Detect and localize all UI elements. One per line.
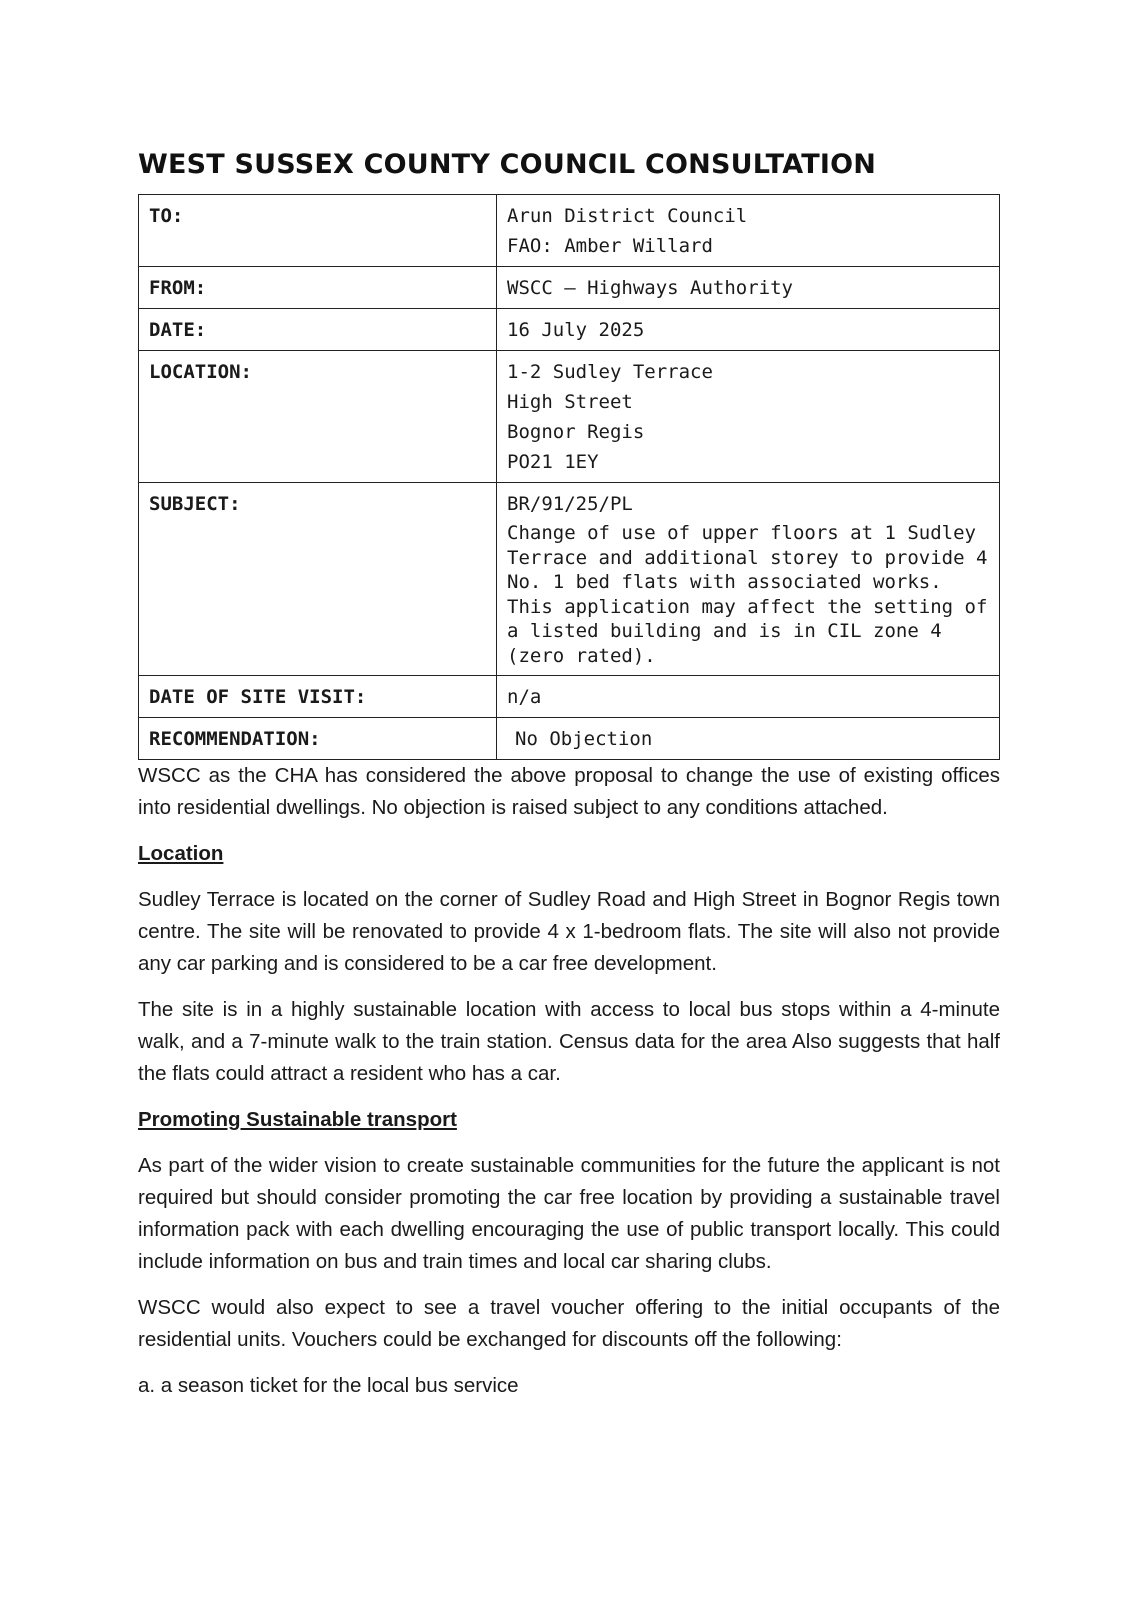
location-line: High Street	[507, 391, 633, 413]
table-row-subject	[139, 483, 1000, 676]
subject-reference: BR/91/25/PL	[507, 493, 633, 515]
date-label: DATE:	[139, 309, 497, 351]
subject-label: SUBJECT:	[139, 483, 497, 676]
table-row-date	[139, 309, 1000, 351]
location-line: PO21 1EY	[507, 451, 599, 473]
to-value	[497, 195, 1000, 267]
recommendation-label: RECOMMENDATION:	[139, 718, 497, 760]
intro-paragraph: WSCC as the CHA has considered the above proposal to change the use of existing offices into residential dwellings. No objection is raised subject to any conditions attached.	[138, 764, 1000, 819]
site-visit-label: DATE OF SITE VISIT:	[139, 676, 497, 718]
location-line: Bognor Regis	[507, 421, 645, 443]
list-item-a: a. a season ticket for the local bus service	[138, 1374, 519, 1397]
location-line: 1-2 Sudley Terrace	[507, 361, 713, 383]
table-row-site-visit	[139, 676, 1000, 718]
transport-paragraph-1: As part of the wider vision to create sustainable communities for the future the applicant is not required but should consider promoting the car free location by providing a sustainable travel information pack with each dwelling encouraging the use of public transport locally. This could include information on bus and train times and local car sharing clubs.	[138, 1154, 1000, 1273]
from-value: WSCC – Highways Authority	[497, 267, 1000, 309]
table-row-from	[139, 267, 1000, 309]
table-row-location	[139, 351, 1000, 483]
to-label: TO:	[139, 195, 497, 267]
from-label: FROM:	[139, 267, 497, 309]
transport-paragraph-2: WSCC would also expect to see a travel voucher offering to the initial occupants of the residential units. Vouchers could be exchanged for discounts off the following:	[138, 1296, 1000, 1351]
location-label: LOCATION:	[139, 351, 497, 483]
date-value: 16 July 2025	[497, 309, 1000, 351]
location-value	[497, 351, 1000, 483]
to-line-1: Arun District Council	[507, 205, 748, 227]
document-body	[138, 760, 1000, 1402]
subject-description: Change of use of upper floors at 1 Sudley Terrace and additional storey to provide 4 No. 1 bed flats with associated works. This application may affect the setting of a listed building and is in CIL zone 4 (zero rated).	[507, 522, 988, 667]
recommendation-text: No Objection	[515, 728, 653, 750]
location-heading: Location	[138, 842, 224, 865]
location-paragraph-2: The site is in a highly sustainable location with access to local bus stops within a 4-minute walk, and a 7-minute walk to the train station. Census data for the area Also suggests that half the flats could attract a resident who has a car.	[138, 998, 1000, 1085]
page-title: WEST SUSSEX COUNTY COUNCIL CONSULTATION	[138, 149, 877, 180]
subject-value	[497, 483, 1000, 676]
to-line-2: FAO: Amber Willard	[507, 235, 713, 257]
consultation-table	[138, 194, 1000, 760]
location-paragraph-1: Sudley Terrace is located on the corner of Sudley Road and High Street in Bognor Regis town centre. The site will be renovated to provide 4 x 1-bedroom flats. The site will also not provide any car parking and is considered to be a car free development.	[138, 888, 1000, 975]
recommendation-value	[497, 718, 1000, 760]
site-visit-value: n/a	[497, 676, 1000, 718]
transport-heading: Promoting Sustainable transport	[138, 1108, 457, 1131]
table-row-to	[139, 195, 1000, 267]
table-row-recommendation	[139, 718, 1000, 760]
document-page	[138, 148, 1000, 1416]
